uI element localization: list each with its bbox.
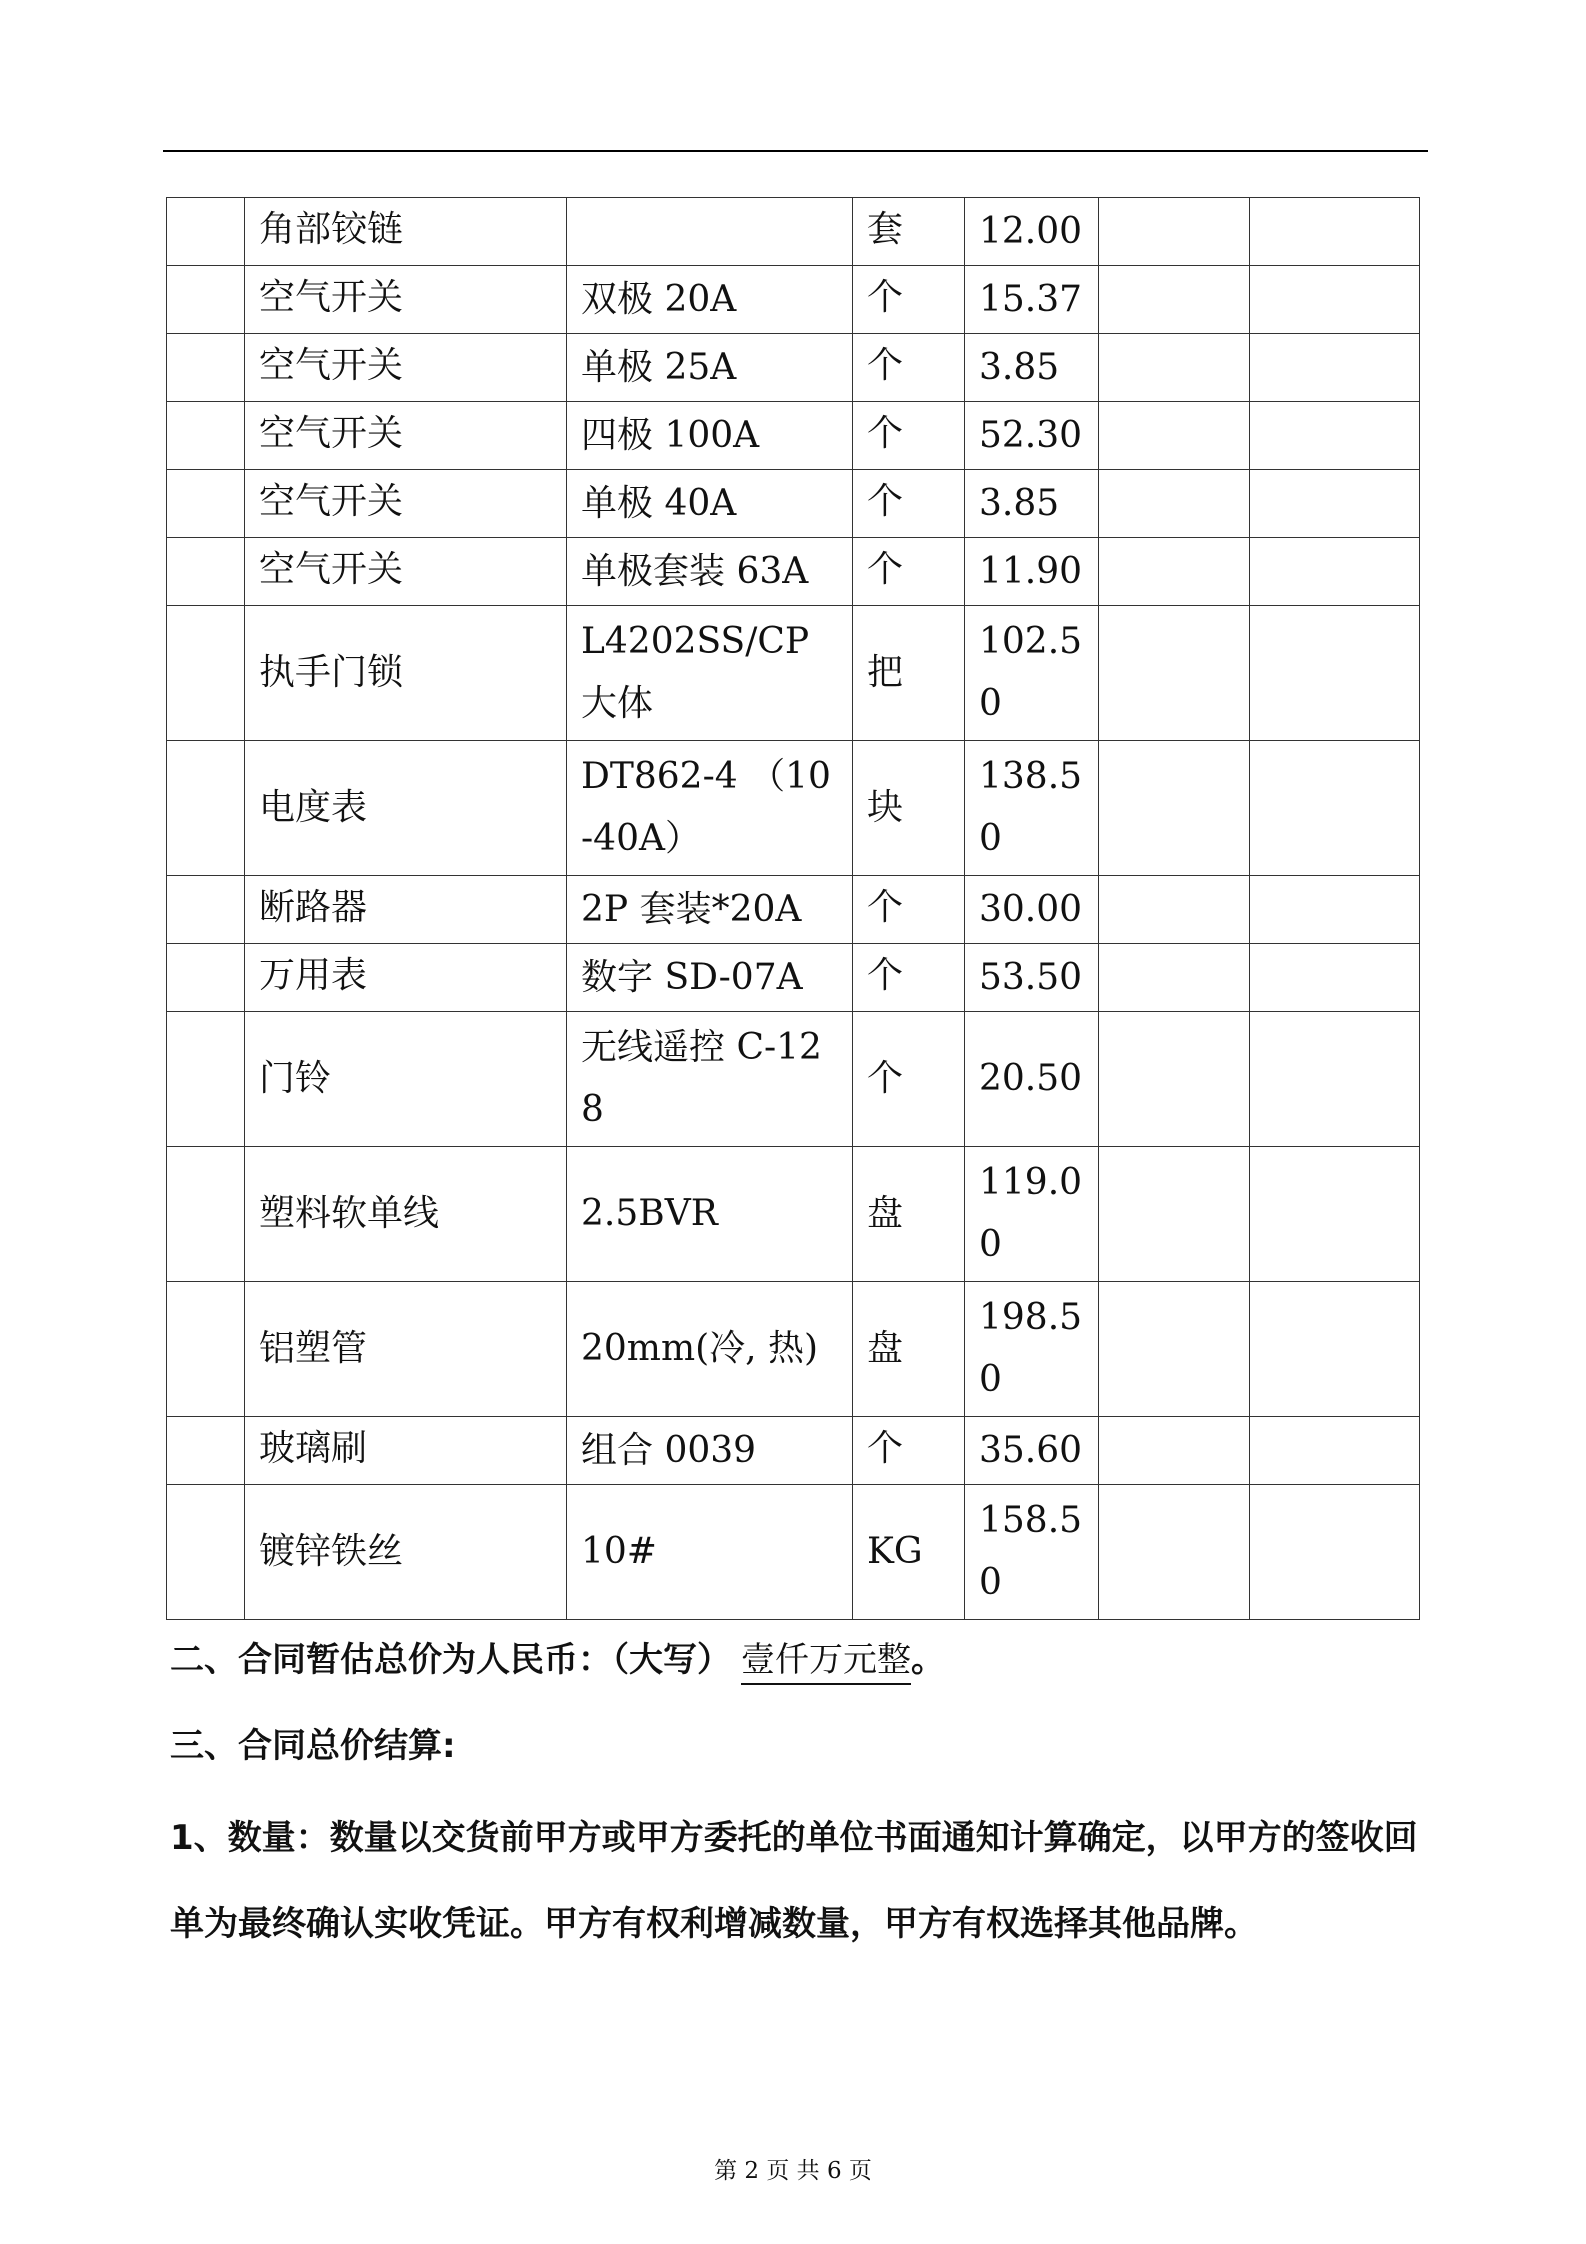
amount-cell: [1250, 876, 1420, 944]
item-unit-cell: 块: [853, 741, 965, 876]
table-row: [167, 1417, 1420, 1485]
total-amount-capital: 壹仟万元整: [741, 1632, 911, 1685]
table-row: [167, 334, 1420, 402]
item-unit-cell: 把: [853, 606, 965, 741]
item-spec-cell: 单极套装 63A: [567, 538, 853, 606]
item-unit-cell: 个: [853, 538, 965, 606]
amount-cell: [1250, 198, 1420, 266]
item-price-cell: 30.00: [965, 876, 1099, 944]
table-row: [167, 402, 1420, 470]
quantity-cell: [1099, 198, 1250, 266]
amount-cell: [1250, 944, 1420, 1012]
table-row: [167, 1012, 1420, 1147]
item-unit-cell: 盘: [853, 1147, 965, 1282]
item-price-cell: 102.50: [965, 606, 1099, 741]
item-unit-cell: 套: [853, 198, 965, 266]
item-spec-cell: 单极 40A: [567, 470, 853, 538]
table-row: [167, 876, 1420, 944]
item-name-cell: 空气开关: [245, 334, 567, 402]
table-row: [167, 266, 1420, 334]
item-unit-cell: 个: [853, 876, 965, 944]
index-cell: [167, 1147, 245, 1282]
item-name-cell: 执手门锁: [245, 606, 567, 741]
table-row: [167, 470, 1420, 538]
page-footer: 第 2 页 共 6 页: [714, 2158, 872, 2184]
amount-cell: [1250, 1147, 1420, 1282]
item-spec-cell: 四极 100A: [567, 402, 853, 470]
item-name-cell: 角部铰链: [245, 198, 567, 266]
quantity-cell: [1099, 1282, 1250, 1417]
table-row: [167, 944, 1420, 1012]
index-cell: [167, 1485, 245, 1620]
clause-1-quantity: 1、数量：数量以交货前甲方或甲方委托的单位书面通知计算确定，以甲方的签收回单为最终确认实收凭证。甲方有权利增减数量，甲方有权选择其他品牌。: [170, 1818, 1418, 1944]
quantity-cell: [1099, 470, 1250, 538]
item-price-cell: 53.50: [965, 944, 1099, 1012]
quantity-cell: [1099, 266, 1250, 334]
section-3-title: 三、合同总价结算:: [170, 1726, 456, 1766]
item-spec-cell: 2.5BVR: [567, 1147, 853, 1282]
table-row: [167, 1147, 1420, 1282]
item-price-cell: 3.85: [965, 334, 1099, 402]
quantity-cell: [1099, 1417, 1250, 1485]
item-spec-cell: 2P 套装*20A: [567, 876, 853, 944]
index-cell: [167, 1282, 245, 1417]
index-cell: [167, 402, 245, 470]
item-name-cell: 断路器: [245, 876, 567, 944]
table-row: [167, 1282, 1420, 1417]
quantity-cell: [1099, 606, 1250, 741]
item-unit-cell: 盘: [853, 1282, 965, 1417]
item-price-cell: 119.00: [965, 1147, 1099, 1282]
amount-cell: [1250, 402, 1420, 470]
amount-cell: [1250, 606, 1420, 741]
amount-cell: [1250, 538, 1420, 606]
header-rule: [163, 150, 1428, 152]
amount-cell: [1250, 1282, 1420, 1417]
item-unit-cell: 个: [853, 1417, 965, 1485]
index-cell: [167, 1417, 245, 1485]
table-row: [167, 606, 1420, 741]
item-name-cell: 空气开关: [245, 538, 567, 606]
item-spec-cell: 10#: [567, 1485, 853, 1620]
item-unit-cell: 个: [853, 1012, 965, 1147]
item-price-cell: 52.30: [965, 402, 1099, 470]
quantity-cell: [1099, 944, 1250, 1012]
table-row: [167, 1485, 1420, 1620]
item-price-cell: 158.50: [965, 1485, 1099, 1620]
item-spec-cell: 20mm(冷, 热): [567, 1282, 853, 1417]
quantity-cell: [1099, 334, 1250, 402]
index-cell: [167, 334, 245, 402]
item-spec-cell: 数字 SD-07A: [567, 944, 853, 1012]
item-price-cell: 11.90: [965, 538, 1099, 606]
index-cell: [167, 470, 245, 538]
amount-cell: [1250, 266, 1420, 334]
item-unit-cell: KG: [853, 1485, 965, 1620]
item-name-cell: 万用表: [245, 944, 567, 1012]
item-name-cell: 玻璃刷: [245, 1417, 567, 1485]
index-cell: [167, 944, 245, 1012]
item-spec-cell: 双极 20A: [567, 266, 853, 334]
item-name-cell: 空气开关: [245, 266, 567, 334]
amount-cell: [1250, 1485, 1420, 1620]
item-price-cell: 35.60: [965, 1417, 1099, 1485]
item-name-cell: 电度表: [245, 741, 567, 876]
quantity-cell: [1099, 1147, 1250, 1282]
item-price-cell: 12.00: [965, 198, 1099, 266]
section-2-label: 二、合同暂估总价为人民币：（大写）: [170, 1640, 731, 1680]
index-cell: [167, 538, 245, 606]
index-cell: [167, 876, 245, 944]
item-name-cell: 塑料软单线: [245, 1147, 567, 1282]
table-row: [167, 538, 1420, 606]
quantity-cell: [1099, 402, 1250, 470]
amount-cell: [1250, 1417, 1420, 1485]
item-spec-cell: L4202SS/CP大体: [567, 606, 853, 741]
item-name-cell: 空气开关: [245, 470, 567, 538]
item-spec-cell: DT862-4 （10-40A）: [567, 741, 853, 876]
item-unit-cell: 个: [853, 402, 965, 470]
item-price-cell: 15.37: [965, 266, 1099, 334]
amount-cell: [1250, 334, 1420, 402]
section-2-end: 。: [911, 1640, 945, 1680]
index-cell: [167, 198, 245, 266]
quantity-cell: [1099, 741, 1250, 876]
section-2-total-price: [170, 1632, 945, 1685]
item-unit-cell: 个: [853, 944, 965, 1012]
index-cell: [167, 741, 245, 876]
quantity-cell: [1099, 1485, 1250, 1620]
item-price-cell: 138.50: [965, 741, 1099, 876]
item-name-cell: 镀锌铁丝: [245, 1485, 567, 1620]
item-unit-cell: 个: [853, 334, 965, 402]
item-unit-cell: 个: [853, 266, 965, 334]
table-row: [167, 741, 1420, 876]
amount-cell: [1250, 1012, 1420, 1147]
item-name-cell: 空气开关: [245, 402, 567, 470]
item-spec-cell: 组合 0039: [567, 1417, 853, 1485]
amount-cell: [1250, 470, 1420, 538]
table-row: [167, 198, 1420, 266]
index-cell: [167, 266, 245, 334]
quantity-cell: [1099, 1012, 1250, 1147]
index-cell: [167, 1012, 245, 1147]
quantity-cell: [1099, 876, 1250, 944]
item-spec-cell: [567, 198, 853, 266]
item-price-table: [166, 197, 1420, 1620]
item-price-cell: 198.50: [965, 1282, 1099, 1417]
item-price-cell: 3.85: [965, 470, 1099, 538]
item-unit-cell: 个: [853, 470, 965, 538]
item-name-cell: 门铃: [245, 1012, 567, 1147]
item-spec-cell: 无线遥控 C-128: [567, 1012, 853, 1147]
item-name-cell: 铝塑管: [245, 1282, 567, 1417]
item-spec-cell: 单极 25A: [567, 334, 853, 402]
quantity-cell: [1099, 538, 1250, 606]
index-cell: [167, 606, 245, 741]
amount-cell: [1250, 741, 1420, 876]
item-price-cell: 20.50: [965, 1012, 1099, 1147]
